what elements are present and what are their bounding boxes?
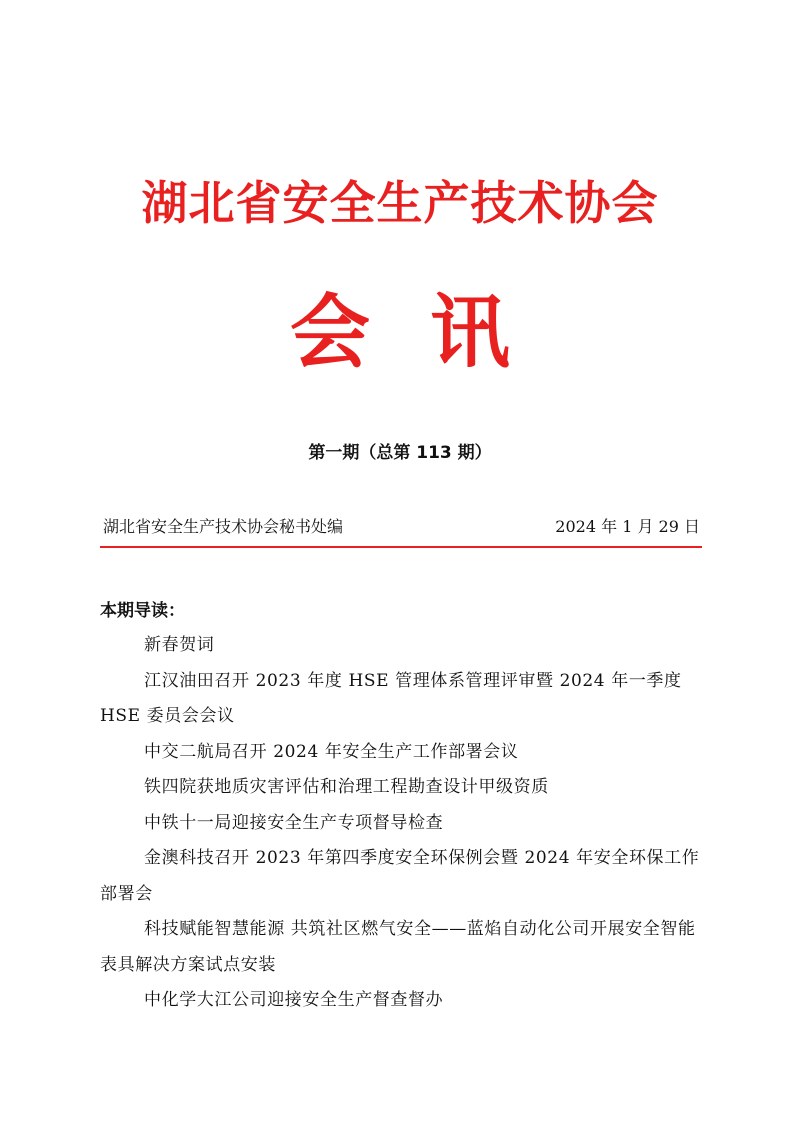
toc-item: 铁四院获地质灾害评估和治理工程勘查设计甲级资质 — [144, 777, 549, 797]
toc-item: 中交二航局召开 2024 年安全生产工作部署会议 — [144, 741, 519, 762]
red-divider — [100, 546, 702, 548]
toc-item: 中化学大江公司迎接安全生产督查督办 — [144, 990, 444, 1010]
toc-item: 中铁十一局迎接安全生产专项督导检查 — [144, 812, 444, 833]
toc-item: 江汉油田召开 2023 年度 HSE 管理体系管理评审暨 2024 年一季度 HSE 委员会会议 — [100, 670, 682, 726]
toc-heading: 本期导读： — [100, 601, 185, 621]
editor-line: 湖北省安全生产技术协会秘书处编 — [103, 517, 344, 536]
toc-item: 金澳科技召开 2023 年第四季度安全环保例会暨 2024 年安全环保工作部署会 — [100, 848, 700, 904]
organization-title: 湖北省安全生产技术协会 — [141, 176, 659, 230]
toc-list — [100, 628, 706, 1019]
masthead-meta-row — [103, 513, 700, 541]
toc-item: 新春贺词 — [144, 635, 215, 655]
publish-date: 2024 年 1 月 29 日 — [555, 517, 700, 536]
bulletin-title: 会讯 — [290, 285, 570, 379]
toc-item: 科技赋能智慧能源 共筑社区燃气安全——蓝焰自动化公司开展安全智能表具解决方案试点安装 — [100, 919, 696, 975]
issue-number: 第一期（总第 113 期） — [308, 443, 492, 463]
